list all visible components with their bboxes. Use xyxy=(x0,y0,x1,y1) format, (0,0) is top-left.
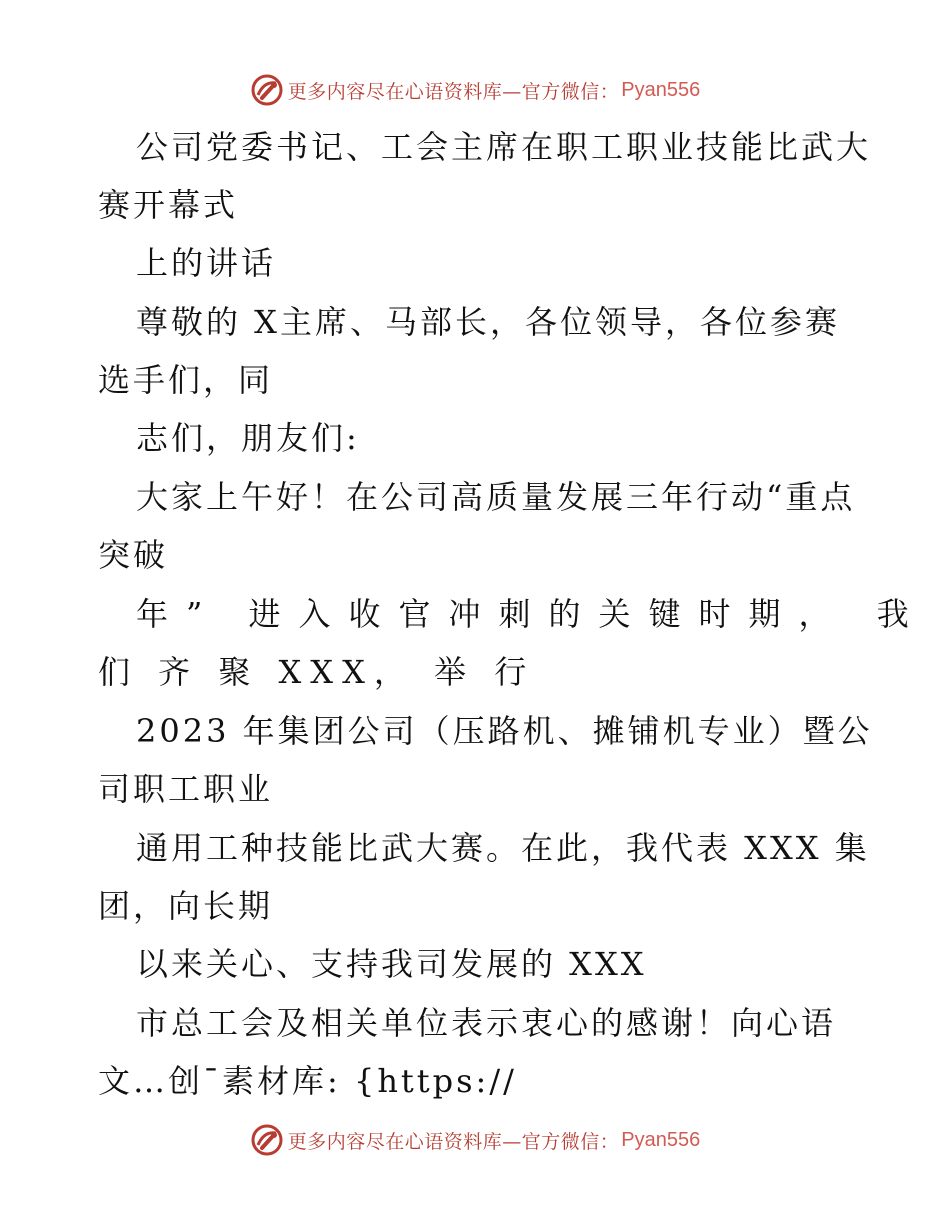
text-line: 司职工职业 xyxy=(98,770,274,808)
text-line: 突破 xyxy=(98,536,169,574)
header-banner-handle: Pyan556 xyxy=(621,78,701,101)
header-banner xyxy=(0,70,950,110)
footer-banner-handle: Pyan556 xyxy=(621,1128,701,1151)
brush-seal-logo-icon xyxy=(250,73,284,107)
footer-banner xyxy=(0,1120,950,1160)
text-line: 文…创¯素材库: {https:// xyxy=(98,1062,517,1100)
text-line: 以来关心、支持我司发展的 XXX xyxy=(136,945,647,983)
text-line: 大家上午好！在公司高质量发展三年行动“重点 xyxy=(136,478,856,516)
text-line: 市总工会及相关单位表示衷心的感谢！向心语 xyxy=(136,1004,837,1042)
footer-banner-text: 更多内容尽在心语资料库—官方微信： xyxy=(287,1130,620,1153)
brush-seal-logo-icon xyxy=(250,1123,284,1157)
text-line: 选手们，同 xyxy=(98,361,274,399)
text-line: 年” 进入收官冲刺的关键时期， 我 xyxy=(136,595,927,633)
text-line: 志们，朋友们: xyxy=(136,419,360,457)
text-line: 2023 年集团公司（压路机、摊铺机专业）暨公 xyxy=(136,712,873,750)
text-line: 尊敬的 X主席、马部长，各位领导，各位参赛 xyxy=(136,303,840,341)
header-banner-text: 更多内容尽在心语资料库—官方微信： xyxy=(287,80,620,103)
text-line: 们 齐 聚 XXX， 举 行 xyxy=(98,653,536,691)
text-line: 团，向长期 xyxy=(98,887,274,925)
text-line: 上的讲话 xyxy=(136,244,277,282)
text-line: 通用工种技能比武大赛。在此，我代表 XXX 集 xyxy=(136,829,870,867)
text-line: 公司党委书记、工会主席在职工职业技能比武大 xyxy=(136,128,872,166)
text-line: 赛开幕式 xyxy=(98,186,239,224)
